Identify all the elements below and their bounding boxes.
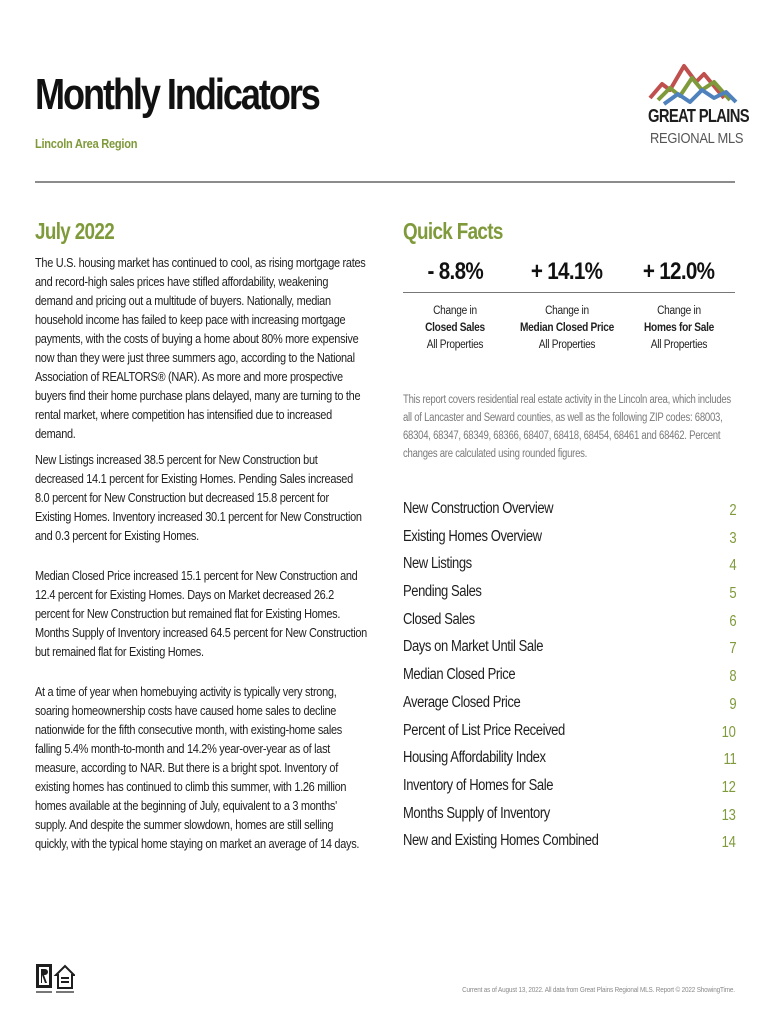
region-subtitle: Lincoln Area Region [35, 136, 138, 151]
quick-fact-homes-for-sale-label: Change in Homes for Sale All Properties [644, 305, 714, 351]
intro-paragraph-2: New Listings increased 38.5 percent for New Construction but decreased 14.1 percent for Existing Homes. Pending Sales increased 8.0 percent for New Construction but decreased 15.8 percent for Existing Homes. Inventory increased 30.1 percent for New Construction and 0.3 percent for Existing Homes. [35, 452, 362, 543]
quick-fact-closed-sales-value: - 8.8% [427, 258, 483, 285]
quick-facts-heading: Quick Facts [403, 218, 503, 244]
toc-item-new-construction-overview[interactable]: New Construction Overview 2 [403, 500, 736, 519]
toc-item-existing-homes-overview[interactable]: Existing Homes Overview 3 [403, 527, 736, 547]
toc-item-months-supply[interactable]: Months Supply of Inventory 13 [403, 804, 736, 824]
page-title: Monthly Indicators [35, 70, 319, 119]
quick-fact-closed-sales-label: Change in Closed Sales All Properties [425, 305, 485, 351]
equal-housing-icon [56, 966, 74, 993]
logo-name: GREAT PLAINS [648, 106, 749, 126]
intro-paragraph-3: Median Closed Price increased 15.1 percent for New Construction and 12.4 percent for Existing Homes. Days on Market decreased 26.2 percent for New Construction but remained flat for Existing Homes. Months Supply of Inventory increased 64.5 percent for New Construction but remained flat for Existing Homes. [35, 568, 367, 659]
toc-item-median-closed-price[interactable]: Median Closed Price 8 [403, 666, 736, 686]
toc-item-inventory-of-homes[interactable]: Inventory of Homes for Sale 12 [403, 776, 736, 796]
toc-item-new-listings[interactable]: New Listings 4 [403, 555, 736, 575]
toc-item-average-closed-price[interactable]: Average Closed Price 9 [403, 693, 736, 713]
footer-note: Current as of August 13, 2022. All data from Great Plains Regional MLS. Report © 2022 ShowingTime. [462, 985, 735, 994]
toc-item-percent-of-list-price[interactable]: Percent of List Price Received 10 [403, 721, 736, 741]
footer-logos [35, 963, 75, 997]
toc-item-housing-affordability-index[interactable]: Housing Affordability Index 11 [403, 749, 736, 769]
intro-paragraph-1: The U.S. housing market has continued to cool, as rising mortgage rates and record-high sales prices have stifled affordability, weakening demand and pricing out a multitude of buyers. Nationally, median household income has failed to keep pace with increasing mortgage payments, with the costs of buying a home about 80% more expensive now than they were just three summers ago, according to the National Association of REALTORS® (NAR). As more and more prospective buyers find their home purchase plans delayed, many are turning to the rental market, where competition has intensified due to increased demand. [35, 255, 366, 441]
quick-fact-homes-for-sale-value: + 12.0% [643, 258, 715, 285]
logo-subtitle: REGIONAL MLS [650, 130, 744, 147]
quick-fact-median-price-label: Change in Median Closed Price All Properties [520, 305, 614, 351]
toc-item-pending-sales[interactable]: Pending Sales 5 [403, 583, 736, 603]
intro-paragraph-4: At a time of year when homebuying activity is typically very strong, soaring homeownership costs have caused home sales to decline nationwide for the fifth consecutive month, with existing-home sales falling 5.4% month-to-month and 14.2% year-over-year as of last measure, according to NAR. But there is a bright spot. Inventory of existing homes has continued to climb this summer, with 1.26 million homes available at the beginning of July, equivalent to a 3 months' supply. And despite the summer slowdown, homes are still selling quickly, with the typical home staying on market an average of 14 days. [35, 684, 360, 851]
report-period-heading: July 2022 [35, 218, 115, 244]
quick-fact-median-price-value: + 14.1% [531, 258, 603, 285]
toc-item-new-and-existing-combined[interactable]: New and Existing Homes Combined 14 [403, 832, 736, 852]
table-of-contents [403, 500, 736, 860]
header-divider [35, 181, 735, 183]
quick-facts-divider [403, 292, 735, 293]
toc-item-days-on-market[interactable]: Days on Market Until Sale 7 [403, 638, 736, 658]
realtor-icon [36, 964, 52, 993]
coverage-note: This report covers residential real estate activity in the Lincoln area, which includes all of Lancaster and Seward counties, as well as the following ZIP codes: 68003, 68304, 68347, 68349, 68366, 68407, 68418, 68454, 68461 and 68462. Percent changes are calculated using rounded figures. [403, 394, 731, 460]
toc-item-closed-sales[interactable]: Closed Sales 6 [403, 610, 736, 630]
